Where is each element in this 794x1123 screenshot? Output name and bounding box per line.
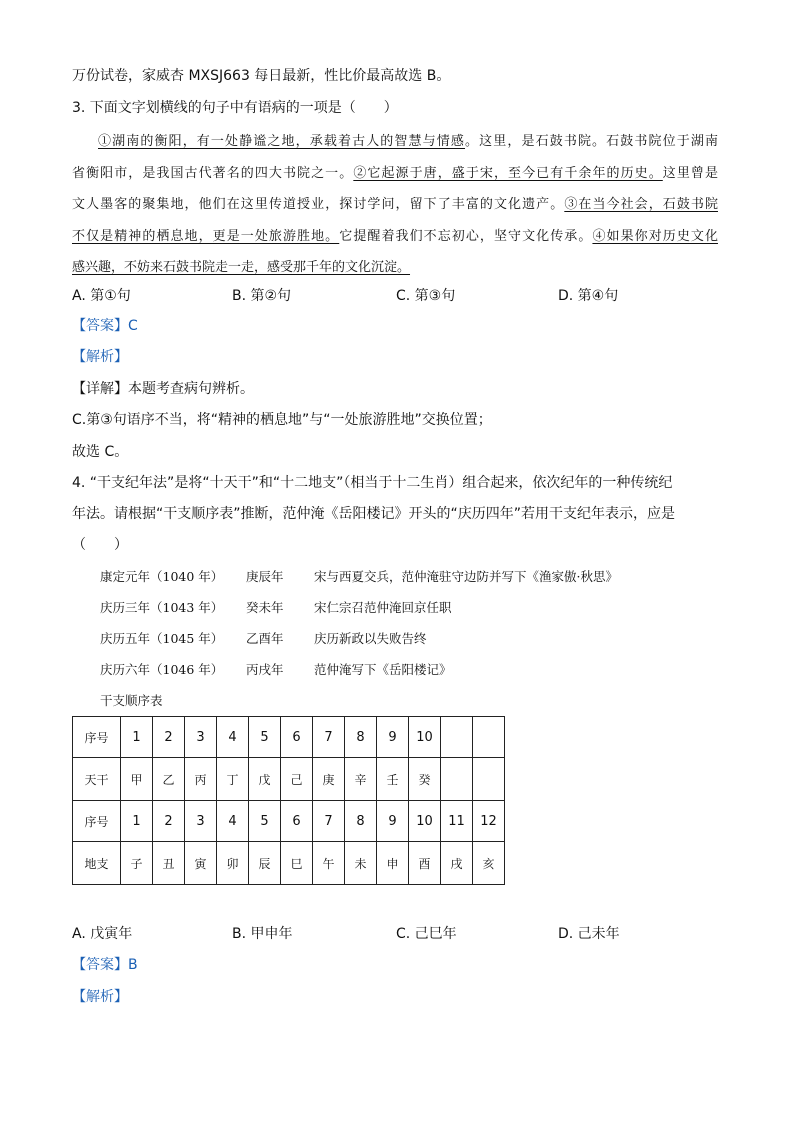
table-cell: 11 (441, 801, 473, 842)
q4-stem-line-1: 4. “干支纪年法”是将“十天干”和“十二地支”（相当于十二生肖）组合起来，依次纪年的一种传统纪 (72, 475, 673, 491)
table-row (73, 801, 505, 842)
table-cell: 酉 (409, 842, 441, 885)
passage-line (72, 221, 718, 253)
q3-passage (72, 126, 718, 284)
table-cell: 6 (281, 717, 313, 758)
table-row (73, 758, 505, 801)
q4-stem-line-3: （ ） (72, 537, 128, 553)
passage-text: 它提醒着我们不忘初心，坚守文化传承。 (339, 228, 593, 244)
q3-explanation: C.第③句语序不当，将“精神的栖息地”与“一处旅游胜地”交换位置； (72, 412, 492, 428)
table-cell: 2 (153, 801, 185, 842)
underlined-sentence: 不仅是精神的栖息地，更是一处旅游胜地。 (72, 228, 340, 244)
table-cell: 午 (313, 842, 345, 885)
table-cell: 8 (345, 801, 377, 842)
table-cell: 巳 (281, 842, 313, 885)
q4-option-b[interactable]: B. 甲申年 (232, 926, 293, 942)
passage-text: 。这里，是石鼓书院。石鼓书院位于湖南 (465, 134, 718, 149)
table-cell: 2 (153, 717, 185, 758)
passage-line (72, 126, 718, 158)
q4-options (72, 923, 732, 943)
q3-option-a[interactable]: A. 第①句 (72, 288, 131, 304)
history-event: 范仲淹写下《岳阳楼记》 (314, 662, 452, 677)
q4-option-c[interactable]: C. 己巳年 (396, 926, 457, 942)
underlined-sentence: ④如果你对历史文化 (592, 228, 718, 244)
passage-line (72, 189, 718, 221)
q3-option-d[interactable]: D. 第④句 (558, 288, 619, 304)
q4-option-a[interactable]: A. 戊寅年 (72, 926, 133, 942)
q3-option-c[interactable]: C. 第③句 (396, 288, 456, 304)
table-cell: 卯 (217, 842, 249, 885)
passage-text: 省衡阳市，是我国古代著名的四大书院之一。 (72, 165, 354, 181)
table-cell: 亥 (473, 842, 505, 885)
table-cell: 7 (313, 801, 345, 842)
table-cell (441, 717, 473, 758)
q3-stem: 3. 下面文字划横线的句子中有语病的一项是（ ） (72, 100, 398, 116)
table-cell (473, 717, 505, 758)
row-header: 序号 (73, 801, 121, 842)
underlined-sentence: ①湖南的衡阳，有一处静谧之地，承载着古人的智慧与情感 (98, 134, 466, 149)
table-cell: 丑 (153, 842, 185, 885)
history-era: 康定元年（1040 年） (100, 569, 224, 584)
table-cell (441, 758, 473, 801)
table-cell: 7 (313, 717, 345, 758)
underlined-sentence: ②它起源于唐，盛于宋，至今已有千余年的历史。 (353, 165, 663, 181)
table-row (73, 717, 505, 758)
table-cell: 丙 (185, 758, 217, 801)
table-cell: 3 (185, 801, 217, 842)
table-cell: 9 (377, 717, 409, 758)
table-cell: 甲 (121, 758, 153, 801)
table-cell: 辰 (249, 842, 281, 885)
q4-option-d[interactable]: D. 己未年 (558, 926, 620, 942)
q3-detail: 【详解】本题考查病句辨析。 (72, 381, 254, 397)
table-cell: 5 (249, 717, 281, 758)
table-cell: 12 (473, 801, 505, 842)
table-cell: 3 (185, 717, 217, 758)
table-cell: 8 (345, 717, 377, 758)
table-row (73, 842, 505, 885)
table-cell: 10 (409, 717, 441, 758)
underlined-sentence: 感兴趣，不妨来石鼓书院走一走，感受那千年的文化沉淀。 (72, 260, 411, 275)
row-header: 地支 (73, 842, 121, 885)
table-cell: 未 (345, 842, 377, 885)
history-era: 庆历六年（1046 年） (100, 662, 224, 677)
ganzhi-table (72, 716, 505, 885)
table-cell: 癸 (409, 758, 441, 801)
table-cell: 乙 (153, 758, 185, 801)
q3-conclusion: 故选 C。 (72, 444, 129, 460)
table-cell: 寅 (185, 842, 217, 885)
history-ganzhi: 癸未年 (246, 600, 284, 615)
table-cell: 9 (377, 801, 409, 842)
table-cell: 申 (377, 842, 409, 885)
q3-analysis-label: 【解析】 (72, 349, 128, 365)
table-cell: 己 (281, 758, 313, 801)
table-cell: 4 (217, 801, 249, 842)
table-cell: 辛 (345, 758, 377, 801)
underlined-sentence: ③在当今社会，石鼓书院 (564, 197, 718, 212)
table-title: 干支顺序表 (100, 693, 163, 708)
history-era: 庆历五年（1045 年） (100, 631, 224, 646)
history-ganzhi: 丙戌年 (246, 662, 284, 677)
intro-line: 万份试卷，家威杏 MXSJ663 每日最新，性比价最高故选 B。 (72, 68, 451, 84)
q4-analysis-label: 【解析】 (72, 989, 128, 1005)
passage-line (72, 158, 718, 190)
table-cell: 4 (217, 717, 249, 758)
history-era: 庆历三年（1043 年） (100, 600, 224, 615)
table-cell: 1 (121, 801, 153, 842)
q3-options (72, 285, 732, 305)
q4-answer: 【答案】B (72, 957, 138, 973)
row-header: 天干 (73, 758, 121, 801)
history-event: 庆历新政以失败告终 (314, 631, 427, 646)
passage-text: 这里曾是 (662, 165, 718, 181)
passage-text: 文人墨客的聚集地，他们在这里传道授业，探讨学问，留下了丰富的文化遗产。 (72, 197, 565, 212)
table-cell (473, 758, 505, 801)
table-cell: 壬 (377, 758, 409, 801)
history-ganzhi: 乙酉年 (246, 631, 284, 646)
table-cell: 丁 (217, 758, 249, 801)
table-cell: 10 (409, 801, 441, 842)
q3-option-b[interactable]: B. 第②句 (232, 288, 292, 304)
history-event: 宋仁宗召范仲淹回京任职 (314, 600, 452, 615)
history-event: 宋与西夏交兵，范仲淹驻守边防并写下《渔家傲·秋思》 (314, 569, 618, 584)
table-cell: 戌 (441, 842, 473, 885)
table-cell: 戊 (249, 758, 281, 801)
table-cell: 1 (121, 717, 153, 758)
table-cell: 庚 (313, 758, 345, 801)
passage-line (72, 252, 718, 284)
table-cell: 6 (281, 801, 313, 842)
table-cell: 子 (121, 842, 153, 885)
q4-stem-line-2: 年法。请根据“干支顺序表”推断，范仲淹《岳阳楼记》开头的“庆历四年”若用干支纪年表示，应是 (72, 506, 676, 522)
row-header: 序号 (73, 717, 121, 758)
history-ganzhi: 庚辰年 (246, 569, 284, 584)
table-cell: 5 (249, 801, 281, 842)
q3-answer: 【答案】C (72, 318, 138, 334)
